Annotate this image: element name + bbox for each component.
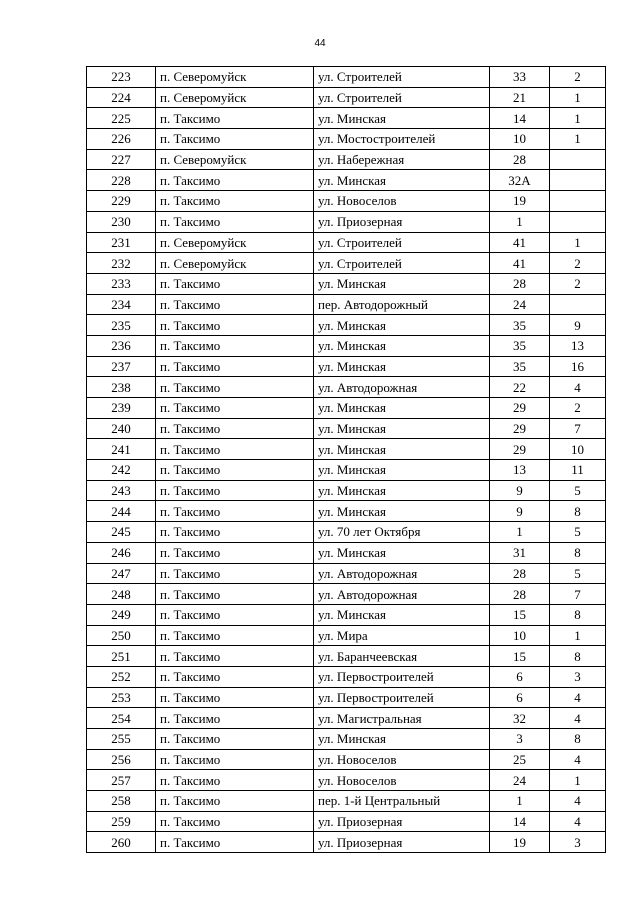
street-cell: ул. Минская: [314, 439, 490, 460]
table-row: [87, 522, 606, 543]
table-row: [87, 584, 606, 605]
street-cell: ул. 70 лет Октября: [314, 522, 490, 543]
house-number-cell: 24: [490, 294, 550, 315]
apartment-number-cell: 2: [550, 398, 606, 419]
settlement-cell: п. Таксимо: [156, 522, 314, 543]
house-number-cell: 9: [490, 480, 550, 501]
house-number-cell: 10: [490, 625, 550, 646]
table-row: [87, 832, 606, 853]
apartment-number-cell: 4: [550, 708, 606, 729]
page-number: 44: [314, 38, 326, 49]
street-cell: ул. Минская: [314, 501, 490, 522]
row-number-cell: 235: [87, 315, 156, 336]
apartment-number-cell: 8: [550, 729, 606, 750]
settlement-cell: п. Таксимо: [156, 129, 314, 150]
settlement-cell: п. Таксимо: [156, 791, 314, 812]
apartment-number-cell: 1: [550, 770, 606, 791]
house-number-cell: 35: [490, 356, 550, 377]
settlement-cell: п. Таксимо: [156, 170, 314, 191]
row-number-cell: 233: [87, 273, 156, 294]
settlement-cell: п. Северомуйск: [156, 253, 314, 274]
apartment-number-cell: 1: [550, 625, 606, 646]
street-cell: ул. Автодорожная: [314, 377, 490, 398]
apartment-number-cell: 1: [550, 108, 606, 129]
row-number-cell: 229: [87, 191, 156, 212]
street-cell: пер. 1-й Центральный: [314, 791, 490, 812]
table-row: [87, 604, 606, 625]
table-row: [87, 542, 606, 563]
street-cell: ул. Мира: [314, 625, 490, 646]
apartment-number-cell: 1: [550, 129, 606, 150]
table-row: [87, 170, 606, 191]
row-number-cell: 234: [87, 294, 156, 315]
table-row: [87, 129, 606, 150]
house-number-cell: 25: [490, 749, 550, 770]
house-number-cell: 28: [490, 563, 550, 584]
settlement-cell: п. Таксимо: [156, 625, 314, 646]
settlement-cell: п. Таксимо: [156, 811, 314, 832]
settlement-cell: п. Таксимо: [156, 646, 314, 667]
row-number-cell: 231: [87, 232, 156, 253]
house-number-cell: 10: [490, 129, 550, 150]
street-cell: ул. Баранчеевская: [314, 646, 490, 667]
house-number-cell: 9: [490, 501, 550, 522]
table-row: [87, 460, 606, 481]
street-cell: ул. Строителей: [314, 232, 490, 253]
apartment-number-cell: 5: [550, 563, 606, 584]
table-row: [87, 232, 606, 253]
house-number-cell: 6: [490, 687, 550, 708]
settlement-cell: п. Таксимо: [156, 729, 314, 750]
settlement-cell: п. Таксимо: [156, 356, 314, 377]
street-cell: ул. Минская: [314, 356, 490, 377]
settlement-cell: п. Таксимо: [156, 708, 314, 729]
row-number-cell: 243: [87, 480, 156, 501]
table-row: [87, 335, 606, 356]
street-cell: ул. Минская: [314, 418, 490, 439]
table-row: [87, 211, 606, 232]
table-row: [87, 315, 606, 336]
apartment-number-cell: 4: [550, 811, 606, 832]
row-number-cell: 224: [87, 87, 156, 108]
house-number-cell: 1: [490, 522, 550, 543]
row-number-cell: 245: [87, 522, 156, 543]
settlement-cell: п. Таксимо: [156, 439, 314, 460]
house-number-cell: 32: [490, 708, 550, 729]
house-number-cell: 1: [490, 211, 550, 232]
table-row: [87, 356, 606, 377]
street-cell: ул. Новоселов: [314, 770, 490, 791]
apartment-number-cell: 10: [550, 439, 606, 460]
row-number-cell: 239: [87, 398, 156, 419]
settlement-cell: п. Северомуйск: [156, 232, 314, 253]
settlement-cell: п. Таксимо: [156, 770, 314, 791]
house-number-cell: 41: [490, 253, 550, 274]
table-row: [87, 67, 606, 88]
house-number-cell: 28: [490, 149, 550, 170]
house-number-cell: 29: [490, 398, 550, 419]
row-number-cell: 255: [87, 729, 156, 750]
row-number-cell: 236: [87, 335, 156, 356]
street-cell: ул. Магистральная: [314, 708, 490, 729]
house-number-cell: 29: [490, 418, 550, 439]
settlement-cell: п. Таксимо: [156, 377, 314, 398]
table-row: [87, 398, 606, 419]
street-cell: ул. Минская: [314, 460, 490, 481]
house-number-cell: 28: [490, 584, 550, 605]
house-number-cell: 33: [490, 67, 550, 88]
house-number-cell: 35: [490, 335, 550, 356]
house-number-cell: 22: [490, 377, 550, 398]
settlement-cell: п. Таксимо: [156, 315, 314, 336]
apartment-number-cell: 2: [550, 253, 606, 274]
row-number-cell: 252: [87, 666, 156, 687]
settlement-cell: п. Таксимо: [156, 584, 314, 605]
settlement-cell: п. Таксимо: [156, 191, 314, 212]
row-number-cell: 251: [87, 646, 156, 667]
row-number-cell: 257: [87, 770, 156, 791]
apartment-number-cell: 8: [550, 646, 606, 667]
row-number-cell: 232: [87, 253, 156, 274]
row-number-cell: 240: [87, 418, 156, 439]
settlement-cell: п. Северомуйск: [156, 67, 314, 88]
settlement-cell: п. Таксимо: [156, 460, 314, 481]
apartment-number-cell: 4: [550, 377, 606, 398]
settlement-cell: п. Таксимо: [156, 418, 314, 439]
house-number-cell: 35: [490, 315, 550, 336]
street-cell: ул. Минская: [314, 335, 490, 356]
row-number-cell: 253: [87, 687, 156, 708]
settlement-cell: п. Таксимо: [156, 211, 314, 232]
house-number-cell: 19: [490, 191, 550, 212]
apartment-number-cell: [550, 170, 606, 191]
table-row: [87, 770, 606, 791]
apartment-number-cell: 4: [550, 791, 606, 812]
house-number-cell: 1: [490, 791, 550, 812]
table-row: [87, 273, 606, 294]
street-cell: ул. Строителей: [314, 253, 490, 274]
settlement-cell: п. Северомуйск: [156, 87, 314, 108]
apartment-number-cell: 8: [550, 501, 606, 522]
street-cell: ул. Минская: [314, 542, 490, 563]
settlement-cell: п. Таксимо: [156, 687, 314, 708]
apartment-number-cell: 16: [550, 356, 606, 377]
settlement-cell: п. Таксимо: [156, 294, 314, 315]
address-table: [86, 66, 606, 853]
row-number-cell: 225: [87, 108, 156, 129]
table-row: [87, 646, 606, 667]
apartment-number-cell: 4: [550, 749, 606, 770]
apartment-number-cell: 13: [550, 335, 606, 356]
apartment-number-cell: [550, 211, 606, 232]
street-cell: ул. Минская: [314, 108, 490, 129]
row-number-cell: 260: [87, 832, 156, 853]
row-number-cell: 241: [87, 439, 156, 460]
table-row: [87, 687, 606, 708]
apartment-number-cell: [550, 294, 606, 315]
row-number-cell: 223: [87, 67, 156, 88]
settlement-cell: п. Таксимо: [156, 542, 314, 563]
street-cell: ул. Минская: [314, 729, 490, 750]
table-row: [87, 480, 606, 501]
apartment-number-cell: 9: [550, 315, 606, 336]
apartment-number-cell: 7: [550, 418, 606, 439]
settlement-cell: п. Таксимо: [156, 563, 314, 584]
street-cell: ул. Строителей: [314, 87, 490, 108]
street-cell: ул. Приозерная: [314, 211, 490, 232]
house-number-cell: 14: [490, 811, 550, 832]
street-cell: ул. Приозерная: [314, 832, 490, 853]
table-row: [87, 811, 606, 832]
street-cell: ул. Минская: [314, 315, 490, 336]
settlement-cell: п. Таксимо: [156, 749, 314, 770]
street-cell: ул. Новоселов: [314, 749, 490, 770]
apartment-number-cell: 7: [550, 584, 606, 605]
house-number-cell: 29: [490, 439, 550, 460]
street-cell: пер. Автодорожный: [314, 294, 490, 315]
street-cell: ул. Строителей: [314, 67, 490, 88]
row-number-cell: 254: [87, 708, 156, 729]
street-cell: ул. Минская: [314, 273, 490, 294]
apartment-number-cell: 3: [550, 666, 606, 687]
row-number-cell: 256: [87, 749, 156, 770]
table-row: [87, 377, 606, 398]
street-cell: ул. Минская: [314, 604, 490, 625]
table-row: [87, 729, 606, 750]
settlement-cell: п. Таксимо: [156, 832, 314, 853]
house-number-cell: 3: [490, 729, 550, 750]
apartment-number-cell: 1: [550, 87, 606, 108]
table-row: [87, 501, 606, 522]
house-number-cell: 19: [490, 832, 550, 853]
apartment-number-cell: 8: [550, 604, 606, 625]
street-cell: ул. Первостроителей: [314, 666, 490, 687]
row-number-cell: 230: [87, 211, 156, 232]
table-row: [87, 253, 606, 274]
house-number-cell: 28: [490, 273, 550, 294]
house-number-cell: 13: [490, 460, 550, 481]
row-number-cell: 227: [87, 149, 156, 170]
settlement-cell: п. Таксимо: [156, 604, 314, 625]
table-row: [87, 294, 606, 315]
settlement-cell: п. Таксимо: [156, 273, 314, 294]
table-row: [87, 791, 606, 812]
apartment-number-cell: 5: [550, 480, 606, 501]
settlement-cell: п. Северомуйск: [156, 149, 314, 170]
table-row: [87, 108, 606, 129]
row-number-cell: 247: [87, 563, 156, 584]
address-table-body: [87, 67, 606, 853]
house-number-cell: 6: [490, 666, 550, 687]
settlement-cell: п. Таксимо: [156, 501, 314, 522]
table-row: [87, 191, 606, 212]
settlement-cell: п. Таксимо: [156, 666, 314, 687]
apartment-number-cell: 4: [550, 687, 606, 708]
table-row: [87, 439, 606, 460]
street-cell: ул. Новоселов: [314, 191, 490, 212]
apartment-number-cell: 2: [550, 273, 606, 294]
apartment-number-cell: [550, 149, 606, 170]
apartment-number-cell: 5: [550, 522, 606, 543]
apartment-number-cell: 8: [550, 542, 606, 563]
settlement-cell: п. Таксимо: [156, 398, 314, 419]
apartment-number-cell: 3: [550, 832, 606, 853]
table-row: [87, 708, 606, 729]
house-number-cell: 32А: [490, 170, 550, 191]
apartment-number-cell: 11: [550, 460, 606, 481]
row-number-cell: 226: [87, 129, 156, 150]
apartment-number-cell: [550, 191, 606, 212]
table-row: [87, 625, 606, 646]
row-number-cell: 244: [87, 501, 156, 522]
street-cell: ул. Приозерная: [314, 811, 490, 832]
house-number-cell: 14: [490, 108, 550, 129]
row-number-cell: 259: [87, 811, 156, 832]
settlement-cell: п. Таксимо: [156, 480, 314, 501]
row-number-cell: 228: [87, 170, 156, 191]
table-row: [87, 149, 606, 170]
street-cell: ул. Минская: [314, 398, 490, 419]
house-number-cell: 24: [490, 770, 550, 791]
row-number-cell: 248: [87, 584, 156, 605]
house-number-cell: 15: [490, 646, 550, 667]
apartment-number-cell: 2: [550, 67, 606, 88]
row-number-cell: 237: [87, 356, 156, 377]
settlement-cell: п. Таксимо: [156, 108, 314, 129]
table-row: [87, 563, 606, 584]
row-number-cell: 249: [87, 604, 156, 625]
street-cell: ул. Мостостроителей: [314, 129, 490, 150]
house-number-cell: 41: [490, 232, 550, 253]
settlement-cell: п. Таксимо: [156, 335, 314, 356]
street-cell: ул. Автодорожная: [314, 563, 490, 584]
street-cell: ул. Минская: [314, 170, 490, 191]
row-number-cell: 250: [87, 625, 156, 646]
street-cell: ул. Набережная: [314, 149, 490, 170]
table-row: [87, 418, 606, 439]
table-row: [87, 749, 606, 770]
street-cell: ул. Минская: [314, 480, 490, 501]
row-number-cell: 238: [87, 377, 156, 398]
street-cell: ул. Первостроителей: [314, 687, 490, 708]
house-number-cell: 15: [490, 604, 550, 625]
house-number-cell: 31: [490, 542, 550, 563]
row-number-cell: 246: [87, 542, 156, 563]
row-number-cell: 258: [87, 791, 156, 812]
table-row: [87, 87, 606, 108]
row-number-cell: 242: [87, 460, 156, 481]
apartment-number-cell: 1: [550, 232, 606, 253]
house-number-cell: 21: [490, 87, 550, 108]
table-row: [87, 666, 606, 687]
street-cell: ул. Автодорожная: [314, 584, 490, 605]
